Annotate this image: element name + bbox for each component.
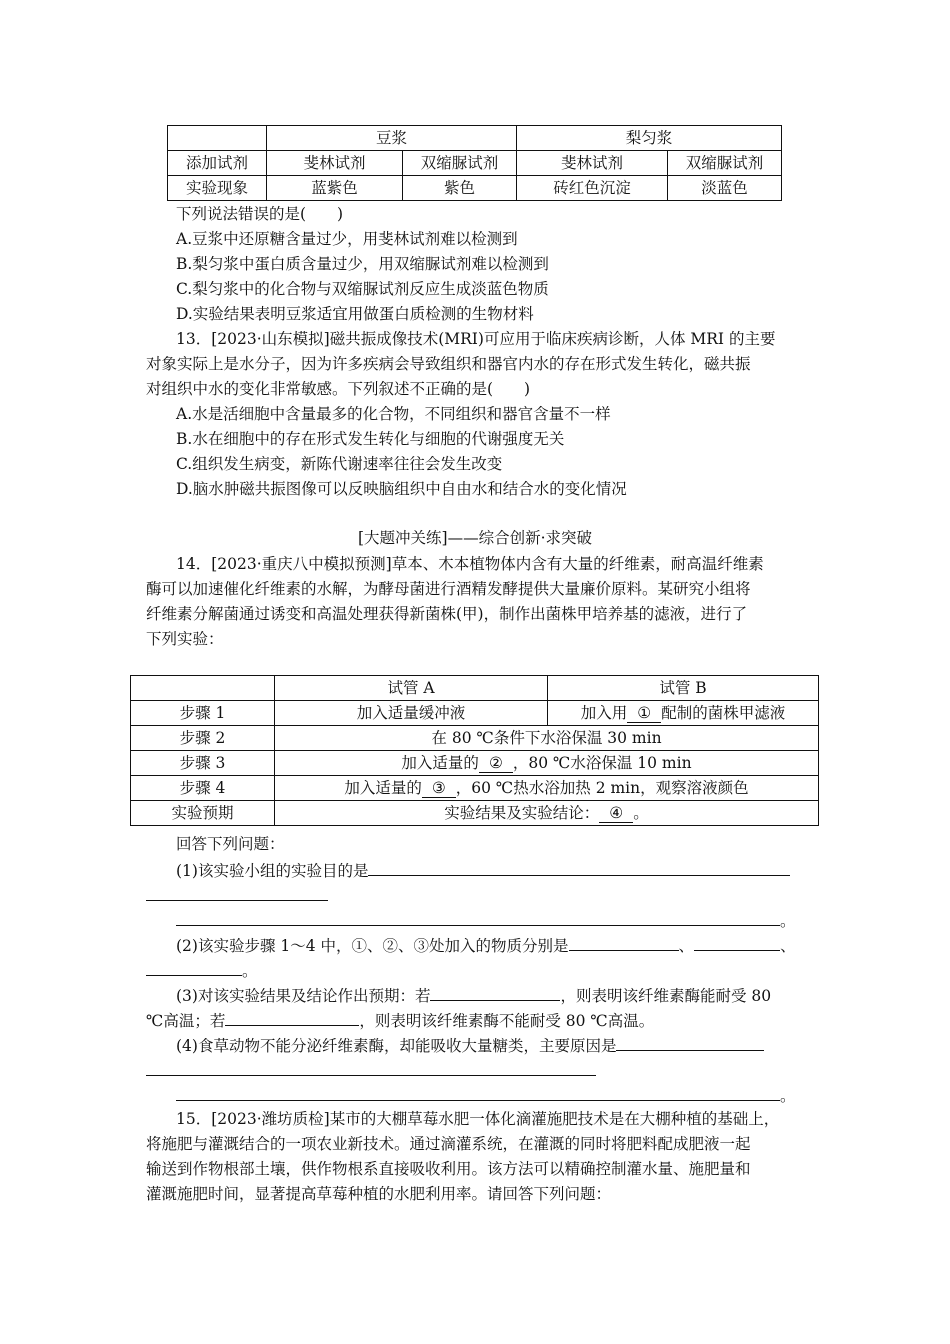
- table-cell: [275, 751, 819, 776]
- table-cell: 在 80 ℃条件下水浴保温 30 min: [275, 726, 819, 751]
- experiment-table: [130, 675, 819, 826]
- q14-part-4-end: [176, 1083, 796, 1107]
- answer-blank[interactable]: [569, 933, 679, 951]
- q13-option-c: C.组织发生病变，新陈代谢速率往往会发生改变: [176, 455, 503, 473]
- table-cell: 砖红色沉淀: [517, 176, 668, 201]
- table-cell: [275, 801, 819, 826]
- cell-text: 。: [633, 804, 649, 822]
- table-row: [131, 776, 819, 801]
- q14-part-3-cont: [146, 1008, 654, 1032]
- table-row: [131, 801, 819, 826]
- answer-blank[interactable]: [146, 883, 328, 901]
- q13-line-1: 13．[2023·山东模拟]磁共振成像技术(MRI)可应用于临床疾病诊断，人体 MRI 的主要: [176, 330, 776, 348]
- q15-line-1: 15．[2023·潍坊质检]某市的大棚草莓水肥一体化滴灌施肥技术是在大棚种植的基础上，: [176, 1110, 780, 1128]
- q13-line-2: 对象实际上是水分子，因为许多疾病会导致组织和器官内水的存在形式发生转化，磁共振: [146, 355, 751, 373]
- q12-stem: 下列说法错误的是( ): [176, 205, 344, 223]
- q14-part-1-end: [176, 908, 796, 932]
- cell-text: 加入用: [580, 704, 628, 722]
- separator: 、: [780, 937, 796, 955]
- answer-blank[interactable]: [146, 958, 242, 976]
- cell-text: ，80 ℃水浴保温 10 min: [512, 754, 692, 772]
- q15-line-4: 灌溉施肥时间，显著提高草莓种植的水肥利用率。请回答下列问题：: [146, 1185, 612, 1203]
- answer-intro: 回答下列问题：: [176, 835, 285, 853]
- table-cell: 双缩脲试剂: [668, 151, 782, 176]
- cell-text: 加入适量的: [401, 754, 479, 772]
- part-text: ℃高温；若: [146, 1012, 226, 1030]
- table-cell: 双缩脲试剂: [403, 151, 517, 176]
- table-cell: 添加试剂: [168, 151, 267, 176]
- step-label: 步骤 2: [131, 726, 275, 751]
- table-header-blank: [131, 676, 275, 701]
- q12-option-b: B.梨匀浆中蛋白质含量过少，用双缩脲试剂难以检测到: [176, 255, 549, 273]
- q12-option-c: C.梨匀浆中的化合物与双缩脲试剂反应生成淡蓝色物质: [176, 280, 549, 298]
- q14-line-1: 14．[2023·重庆八中模拟预测]草本、木本植物体内含有大量的纤维素，耐高温纤维素: [176, 555, 764, 573]
- answer-blank[interactable]: [225, 1008, 359, 1026]
- part-text: (3)对该实验结果及结论作出预期：若: [176, 987, 431, 1005]
- q12-option-a: A.豆浆中还原糖含量过少，用斐林试剂难以检测到: [176, 230, 518, 248]
- q15-line-2: 将施肥与灌溉结合的一项农业新技术。通过滴灌系统，在灌溉的同时将肥料配成肥液一起: [146, 1135, 751, 1153]
- q14-part-4-cont: [146, 1058, 596, 1082]
- blank-1: ①: [627, 704, 661, 723]
- step-label: 步骤 1: [131, 701, 275, 726]
- table-row: [168, 176, 782, 201]
- table-cell: [548, 701, 819, 726]
- table-header-soy: 豆浆: [267, 126, 517, 151]
- table-cell: 实验现象: [168, 176, 267, 201]
- cell-text: 实验结果及实验结论：: [444, 804, 600, 822]
- q14-part-1: [176, 858, 790, 882]
- table-row: [131, 726, 819, 751]
- table-header-tube-b: 试管 B: [548, 676, 819, 701]
- table-header-tube-a: 试管 A: [275, 676, 548, 701]
- q14-part-2-cont: [146, 958, 258, 982]
- step-label: 步骤 4: [131, 776, 275, 801]
- part-text: (1)该实验小组的实验目的是: [176, 862, 369, 880]
- table-cell: 紫色: [403, 176, 517, 201]
- table-cell: [275, 776, 819, 801]
- period: 。: [242, 962, 258, 980]
- table-row: [168, 151, 782, 176]
- q14-part-1-cont: [146, 883, 328, 907]
- step-label: 实验预期: [131, 801, 275, 826]
- q14-line-4: 下列实验：: [146, 630, 224, 648]
- q13-line-3: 对组织中水的变化非常敏感。下列叙述不正确的是( ): [146, 380, 531, 398]
- cell-text: 加入适量的: [344, 779, 422, 797]
- q14-line-2: 酶可以加速催化纤维素的水解，为酵母菌进行酒精发酵提供大量廉价原料。某研究小组将: [146, 580, 751, 598]
- separator: 、: [678, 937, 695, 955]
- q14-part-4: [176, 1033, 764, 1057]
- table-header-pear: 梨匀浆: [517, 126, 782, 151]
- q14-line-3: 纤维素分解菌通过诱变和高温处理获得新菌株(甲)，制作出菌株甲培养基的滤液，进行了: [146, 605, 748, 623]
- table-cell: 加入适量缓冲液: [275, 701, 548, 726]
- answer-blank[interactable]: [694, 933, 780, 951]
- blank-3: ③: [422, 779, 456, 798]
- q14-part-2: [176, 933, 796, 957]
- table-cell: 斐林试剂: [267, 151, 403, 176]
- answer-blank[interactable]: [176, 908, 780, 926]
- period: 。: [780, 1087, 796, 1105]
- table-row: [131, 751, 819, 776]
- table-header-blank: [168, 126, 267, 151]
- answer-blank[interactable]: [616, 1033, 764, 1051]
- q13-option-b: B.水在细胞中的存在形式发生转化与细胞的代谢强度无关: [176, 430, 565, 448]
- part-text: (4)食草动物不能分泌纤维素酶，却能吸收大量糖类，主要原因是: [176, 1037, 617, 1055]
- step-label: 步骤 3: [131, 751, 275, 776]
- reagent-table: [167, 125, 782, 201]
- part-text: (2)该实验步骤 1～4 中，①、②、③处加入的物质分别是: [176, 937, 569, 955]
- table-row: [131, 701, 819, 726]
- cell-text: ，60 ℃热水浴加热 2 min，观察溶液颜色: [455, 779, 749, 797]
- answer-blank[interactable]: [146, 1058, 596, 1076]
- q13-option-a: A.水是活细胞中含量最多的化合物，不同组织和器官含量不一样: [176, 405, 611, 423]
- part-text: ，则表明该纤维素酶不能耐受 80 ℃高温。: [359, 1012, 655, 1030]
- answer-blank[interactable]: [368, 858, 790, 876]
- blank-2: ②: [479, 754, 513, 773]
- answer-blank[interactable]: [430, 983, 560, 1001]
- q14-part-3: [176, 983, 771, 1007]
- q13-option-d: D.脑水肿磁共振图像可以反映脑组织中自由水和结合水的变化情况: [176, 480, 627, 498]
- q15-line-3: 输送到作物根部土壤，供作物根系直接吸收利用。该方法可以精确控制灌水量、施肥量和: [146, 1160, 751, 1178]
- blank-4: ④: [599, 804, 633, 823]
- cell-text: 配制的菌株甲滤液: [661, 704, 786, 722]
- table-cell: 斐林试剂: [517, 151, 668, 176]
- table-cell: 淡蓝色: [668, 176, 782, 201]
- q12-option-d: D.实验结果表明豆浆适宜用做蛋白质检测的生物材料: [176, 305, 534, 323]
- section-title: [大题冲关练]——综合创新·求突破: [357, 529, 593, 547]
- period: 。: [780, 912, 796, 930]
- table-cell: 蓝紫色: [267, 176, 403, 201]
- part-text: ，则表明该纤维素酶能耐受 80: [560, 987, 772, 1005]
- answer-blank[interactable]: [176, 1083, 780, 1101]
